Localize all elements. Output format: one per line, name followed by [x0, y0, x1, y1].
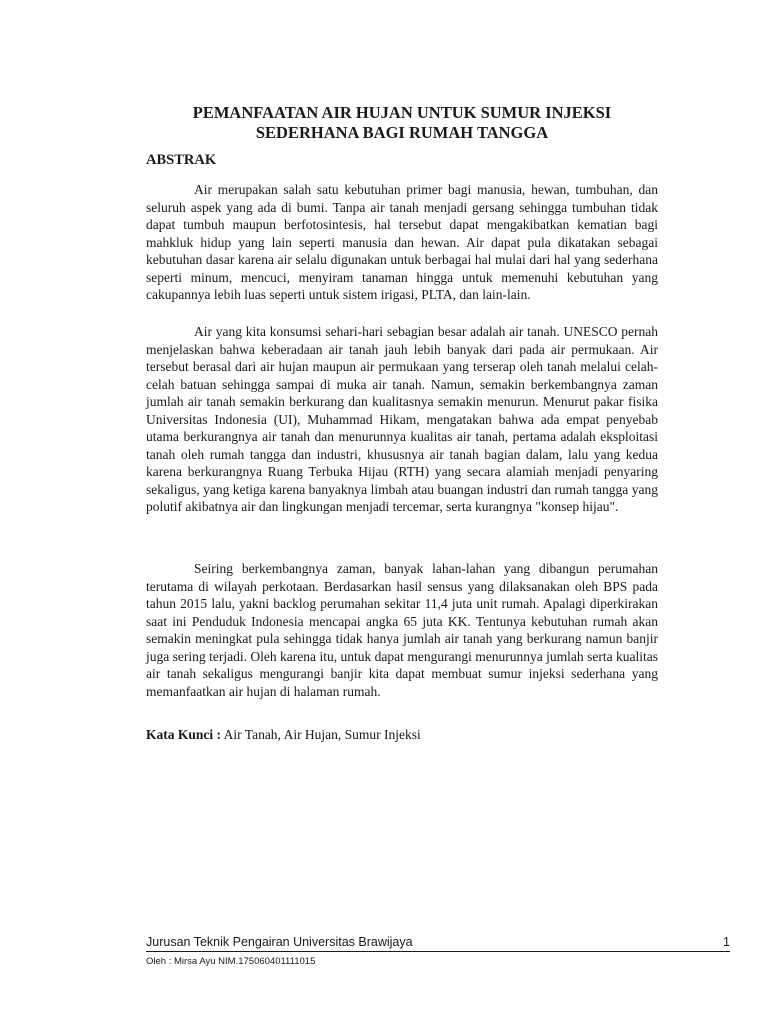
keywords-value: Air Tanah, Air Hujan, Sumur Injeksi [221, 727, 421, 742]
title-line-2: SEDERHANA BAGI RUMAH TANGGA [255, 123, 549, 142]
keywords [146, 727, 421, 743]
abstract-heading: ABSTRAK [146, 152, 217, 168]
footer-institution: Jurusan Teknik Pengairan Universitas Brawijaya [146, 935, 413, 949]
footer-line [146, 935, 730, 952]
footer-author: Oleh : Mirsa Ayu NIM.175060401111015 [146, 956, 316, 967]
keywords-label: Kata Kunci : [146, 727, 222, 742]
document-title [146, 103, 658, 143]
page-footer [146, 935, 730, 967]
title-line-1: PEMANFAATAN AIR HUJAN UNTUK SUMUR INJEKSI [192, 103, 612, 122]
page-number: 1 [723, 935, 730, 949]
abstract-paragraph-3: Seiring berkembangnya zaman, banyak lahan-lahan yang dibangun perumahan terutama di wilayah perkotaan. Berdasarkan hasil sensus yang dilaksanakan oleh BPS pada tahun 2015 lalu, yakni backlog perumahan sekitar 11,4 juta unit rumah. Apalagi diperkirakan saat ini Penduduk Indonesia mencapai angka 65 juta KK. Tentunya kebutuhan rumah akan semakin meningkat pula sehingga tidak hanya jumlah air tanah yang berkurang namun banjir juga sering terjadi. Oleh karena itu, untuk dapat mengurangi menurunnya jumlah serta kualitas air tanah sekaligus mengurangi banjir kita dapat membuat sumur injeksi sederhana yang memanfaatkan air hujan di halaman rumah. [146, 561, 658, 699]
abstract-paragraph-1: Air merupakan salah satu kebutuhan primer bagi manusia, hewan, tumbuhan, dan seluruh aspek yang ada di bumi. Tanpa air tanah menjadi gersang sehingga tumbuhan tidak dapat tumbuh maupun berfotosintesis, hal tersebut dapat mengakibatkan kematian bagi mahkluk hidup yang lain seperti manusia dan hewan. Air dapat pula dikatakan sebagai kebutuhan dasar karena air selalu digunakan untuk berbagai hal mulai dari hal yang sederhana seperti minum, mencuci, menyiram tanaman hingga untuk memenuhi kebutuhan yang cakupannya lebih luas seperti untuk sistem irigasi, PLTA, dan lain-lain. [146, 182, 658, 302]
abstract-paragraph-2: Air yang kita konsumsi sehari-hari sebagian besar adalah air tanah. UNESCO pernah menjelaskan bahwa keberadaan air tanah jauh lebih banyak dari pada air permukaan. Air tersebut berasal dari air hujan maupun air permukaan yang terserap oleh tanah melalui celah- celah batuan sehingga sampai di muka air tanah. Namun, semakin berkembangnya zaman jumlah air tanah semakin berkurang dan kualitasnya semakin menurun. Menurut pakar fisika Universitas Indonesia (UI), Muhammad Hikam, mengatakan bahwa ada empat penyebab utama berkurangnya air tanah dan menurunnya kualitas air tanah, pertama adalah eksploitasi tanah oleh rumah tangga dan industri, khususnya air tanah bagian dalam, lalu yang kedua karena berkurangnya Ruang Terbuka Hijau (RTH) yang secara alamiah menjadi penyaring sekaligus, yang ketiga karena banyaknya limbah atau buangan industri dan rumah tangga yang polutif akibatnya air dan lingkungan menjadi tercemar, serta kurangnya "konsep hijau". [146, 324, 658, 514]
